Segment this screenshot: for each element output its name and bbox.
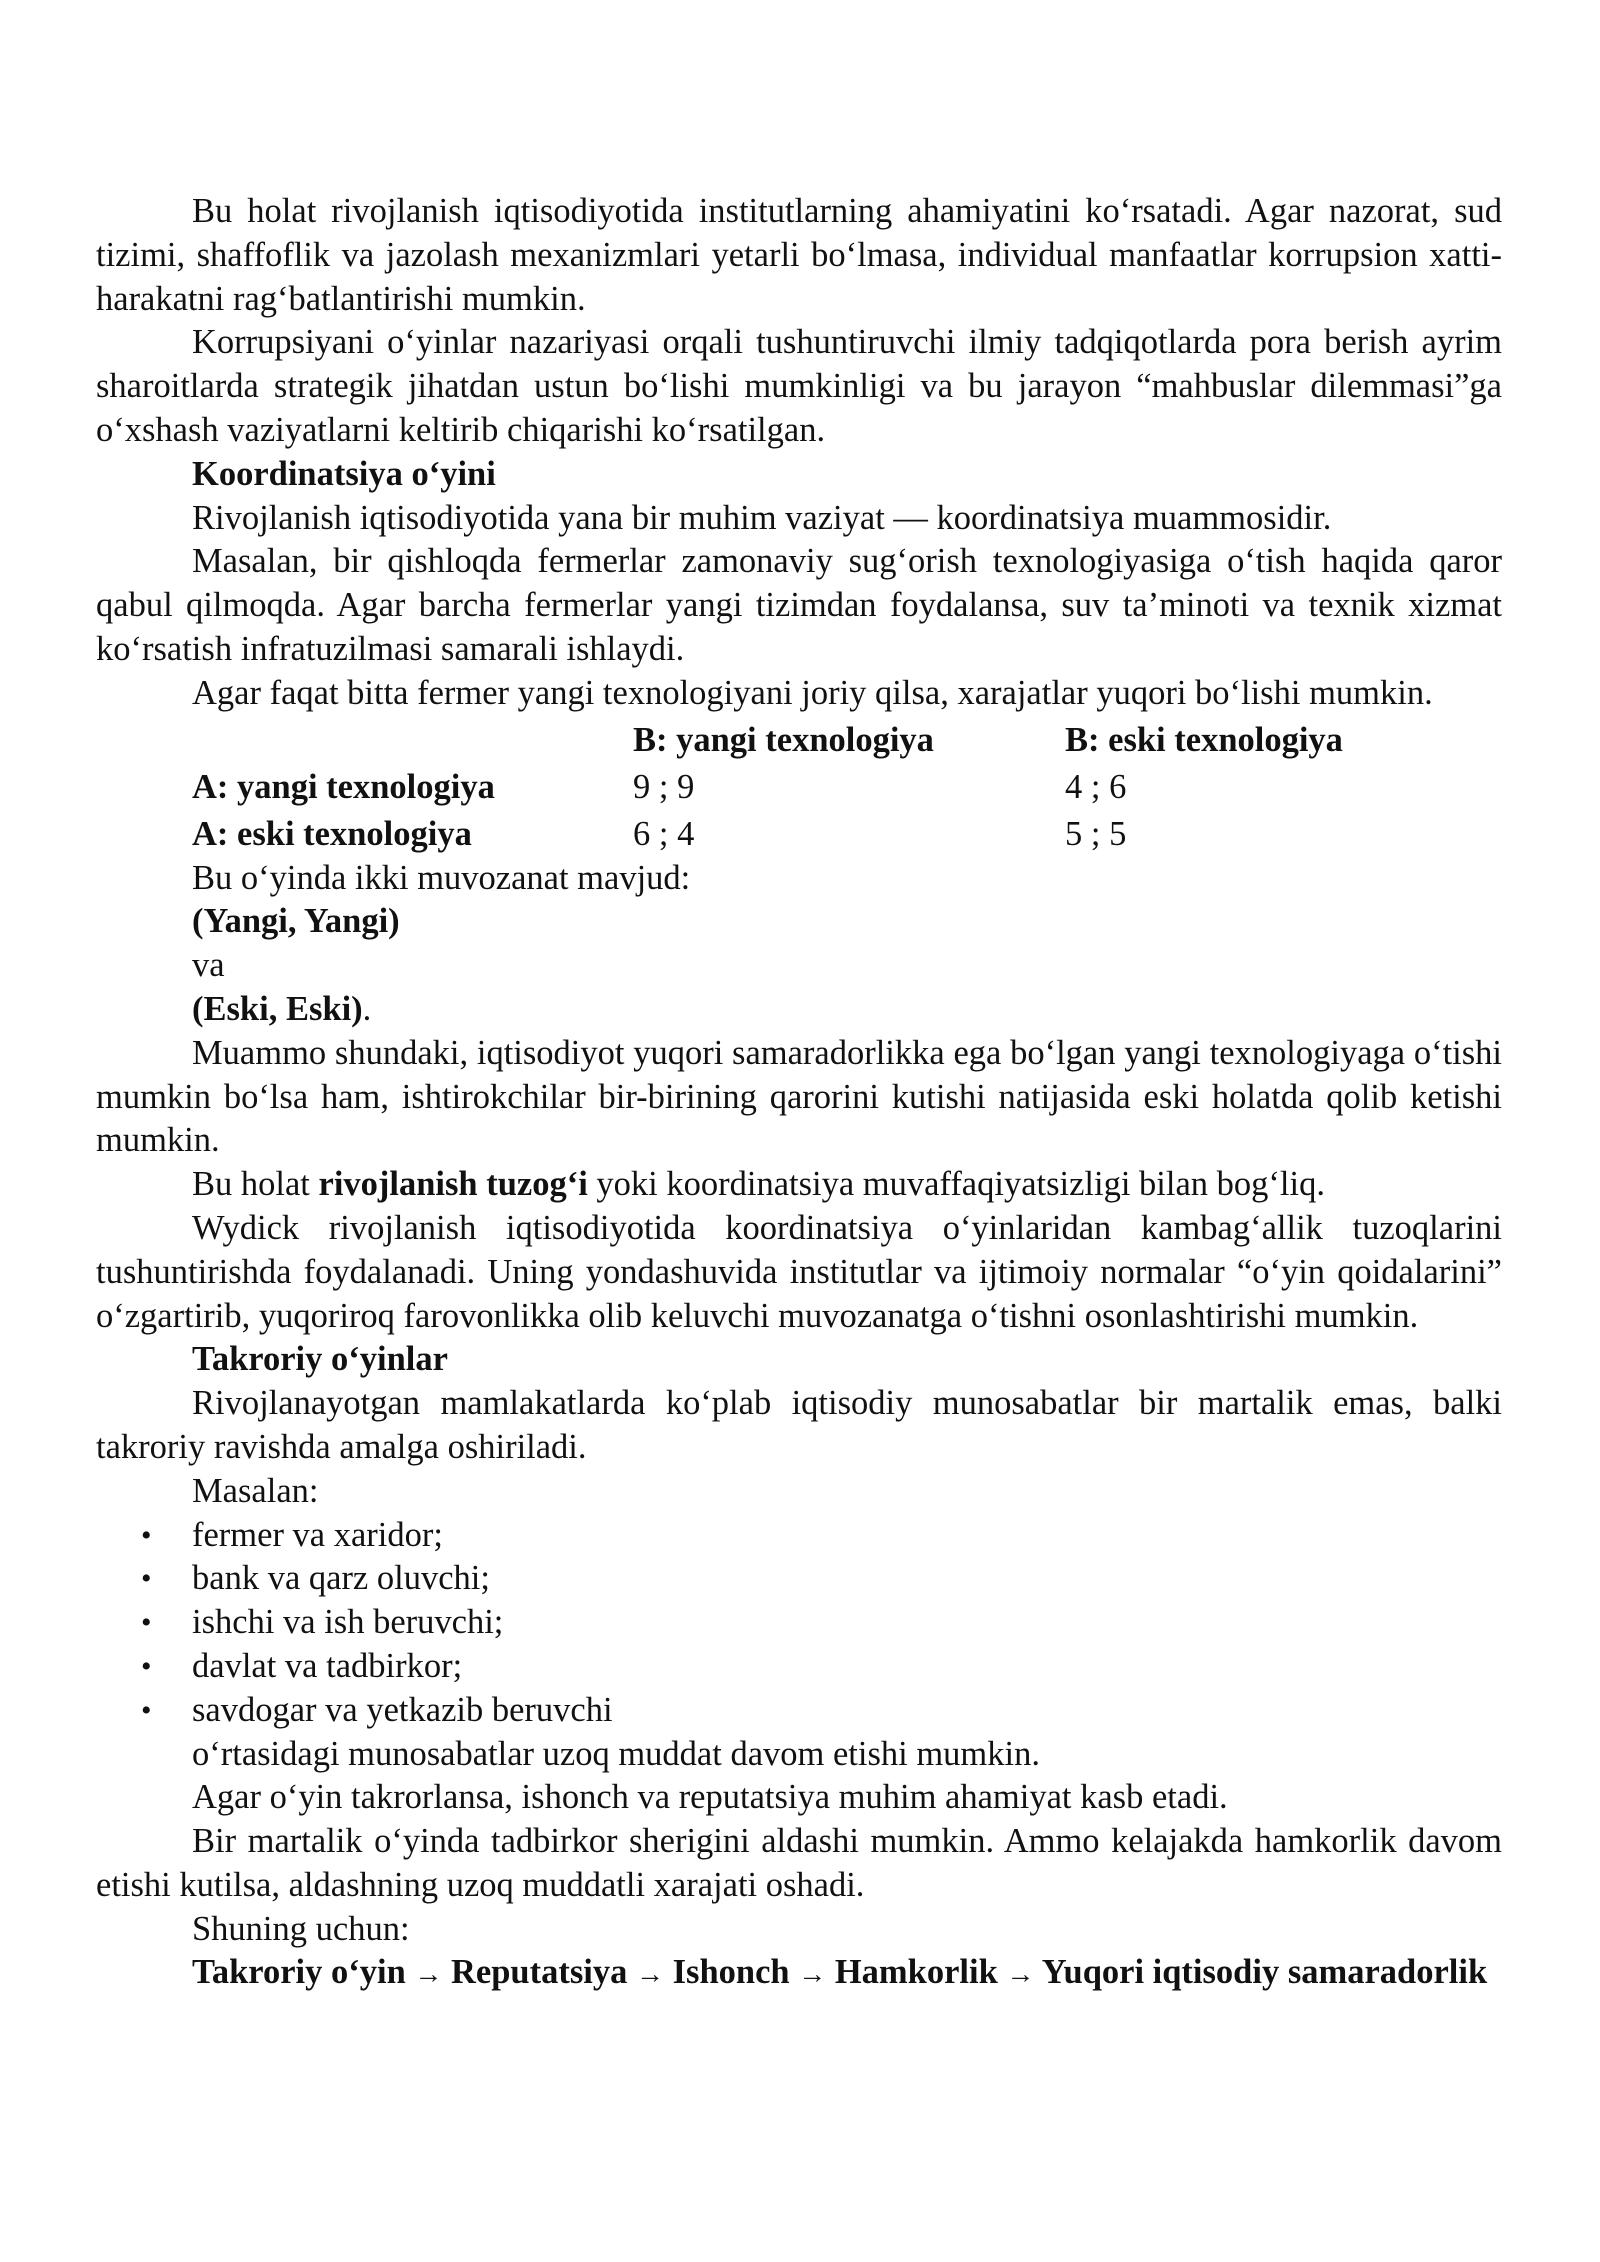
paragraph-therefore: Shuning uchun: [192, 1909, 410, 1948]
chain-item: Yuqori iqtisodiy samaradorlik [1041, 1953, 1488, 1992]
equilibrium-period: . [362, 989, 372, 1028]
paragraph-one-shot-game: Bir martalik o‘yinda tadbirkor sherigini aldashi mumkin. Ammo kelajakda hamkorlik davom etishi kutilsa, aldashning uzoq muddatli xarajati oshadi. [96, 1822, 1502, 1904]
payoff-col-header: B: yangi texnologiya [633, 720, 934, 759]
bullet-icon: • [141, 1649, 152, 1683]
list-item [96, 1689, 1502, 1733]
paragraph-trust-reputation: Agar o‘yin takrorlansa, ishonch va reputatsiya muhim ahamiyat kasb etadi. [192, 1778, 1228, 1817]
paragraph-single-farmer: Agar faqat bitta fermer yangi texnologiyani joriy qilsa, xarajatlar yuqori bo‘lishi mumkin. [192, 673, 1433, 712]
paragraph-repeated-relations: Rivojlanayotgan mamlakatlarda ko‘plab iqtisodiy munosabatlar bir martalik emas, balki takroriy ravishda amalga oshiriladi. [96, 1384, 1502, 1466]
list-item [96, 1514, 1502, 1558]
paragraph-farmers-example: Masalan, bir qishloqda fermerlar zamonaviy sug‘orish texnologiyasiga o‘tish haqida qaror qabul qilmoqda. Agar barcha fermerlar yangi tizimdan foydalansa, suv ta’minoti va texnik xizmat ko‘rsatish infratuzilmasi samarali ishlaydi. [96, 542, 1502, 668]
bullet-icon: • [141, 1562, 152, 1596]
chain-item: Takroriy o‘yin [192, 1953, 406, 1992]
paragraph-institutions: Bu holat rivojlanish iqtisodiyotida institutlarning ahamiyatini ko‘rsatadi. Agar nazorat, sud tizimi, shaffoflik va jazolash mexanizmlari yetarli bo‘lmasa, individual manfaatlar korrupsion xatti-harakatni rag‘batlantirishi mumkin. [96, 192, 1502, 318]
list-item [96, 1645, 1502, 1689]
paragraph-corruption-games: Korrupsiyani o‘yinlar nazariyasi orqali tushuntiruvchi ilmiy tadqiqotlarda pora berish ayrim sharoitlarda strategik jihatdan ustun bo‘lishi mumkinligi va bu jarayon “mahbuslar dilemmasi”ga o‘xshash vaziyatlarni keltirib chiqarishi ko‘rsatilgan. [96, 323, 1502, 449]
equilibrium-new-new: (Yangi, Yangi) [192, 902, 400, 941]
bullet-icon: • [141, 1693, 152, 1727]
heading-coordination-game: Koordinatsiya o‘yini [192, 454, 496, 493]
list-item-text: savdogar va yetkazib beruvchi [192, 1690, 613, 1729]
paragraph-development-trap [96, 1163, 1502, 1207]
chain-item: Hamkorlik [834, 1953, 998, 1992]
payoff-col-header: B: eski texnologiya [1065, 720, 1343, 759]
heading-repeated-games: Takroriy o‘yinlar [192, 1340, 448, 1379]
right-arrow-icon: → [635, 1959, 664, 1991]
right-arrow-icon: → [798, 1959, 827, 1991]
payoff-matrix [96, 716, 1502, 857]
document-page [96, 190, 1502, 1997]
paragraph-problem: Muammo shundaki, iqtisodiyot yuqori samaradorlikka ega bo‘lgan yangi texnologiyaga o‘tishi mumkin bo‘lsa ham, ishtirokchilar bir-birining qarorini kutishi natijasida eski holatda qolib ketishi mumkin. [96, 1033, 1502, 1160]
payoff-cell: 9 ; 9 [633, 767, 695, 806]
list-item [96, 1557, 1502, 1601]
equilibrium-old-old-line [96, 988, 1502, 1032]
payoff-cell: 5 ; 5 [1065, 814, 1127, 853]
chain-item: Ishonch [672, 1953, 790, 1992]
paragraph-for-example: Masalan: [192, 1471, 319, 1510]
payoff-row-label: A: eski texnologiya [192, 814, 472, 853]
text-segment: yoki koordinatsiya muvaffaqiyatsizligi bilan bog‘liq. [587, 1165, 1325, 1204]
payoff-cell: 6 ; 4 [633, 814, 695, 853]
bullet-icon: • [141, 1518, 152, 1552]
payoff-cell: 4 ; 6 [1065, 767, 1127, 806]
paragraph-wydick: Wydick rivojlanish iqtisodiyotida koordinatsiya o‘yinlaridan kambag‘allik tuzoqlarini tushuntirishda foydalanadi. Uning yondashuvida institutlar va ijtimoiy normalar “o‘yin qoidalarini” o‘zgartirib, yuqoriroq farovonlikka olib keluvchi muvozanatga o‘tishni osonlashtirishi mumkin. [96, 1208, 1502, 1335]
conjunction-va: va [192, 946, 225, 985]
right-arrow-icon: → [1006, 1959, 1035, 1991]
paragraph-long-term-relations: o‘rtasidagi munosabatlar uzoq muddat davom etishi mumkin. [192, 1734, 1040, 1773]
chain-item: Reputatsiya [451, 1953, 628, 1992]
relationship-list [96, 1514, 1502, 1733]
bullet-icon: • [141, 1606, 152, 1640]
paragraph-coordination-intro: Rivojlanish iqtisodiyotida yana bir muhim vaziyat — koordinatsiya muammosidir. [192, 498, 1332, 537]
text-segment: Bu holat [192, 1165, 319, 1204]
list-item-text: bank va qarz oluvchi; [192, 1559, 490, 1598]
paragraph-two-equilibria: Bu o‘yinda ikki muvozanat mavjud: [192, 858, 691, 897]
term-development-trap: rivojlanish tuzog‘i [318, 1165, 588, 1204]
right-arrow-icon: → [414, 1959, 443, 1991]
list-item [96, 1601, 1502, 1645]
list-item-text: ishchi va ish beruvchi; [192, 1603, 504, 1642]
chain-repeated-game [96, 1951, 1502, 1997]
list-item-text: fermer va xaridor; [192, 1515, 443, 1554]
equilibrium-old-old: (Eski, Eski) [192, 989, 363, 1028]
payoff-row-label: A: yangi texnologiya [192, 767, 495, 806]
list-item-text: davlat va tadbirkor; [192, 1646, 463, 1685]
